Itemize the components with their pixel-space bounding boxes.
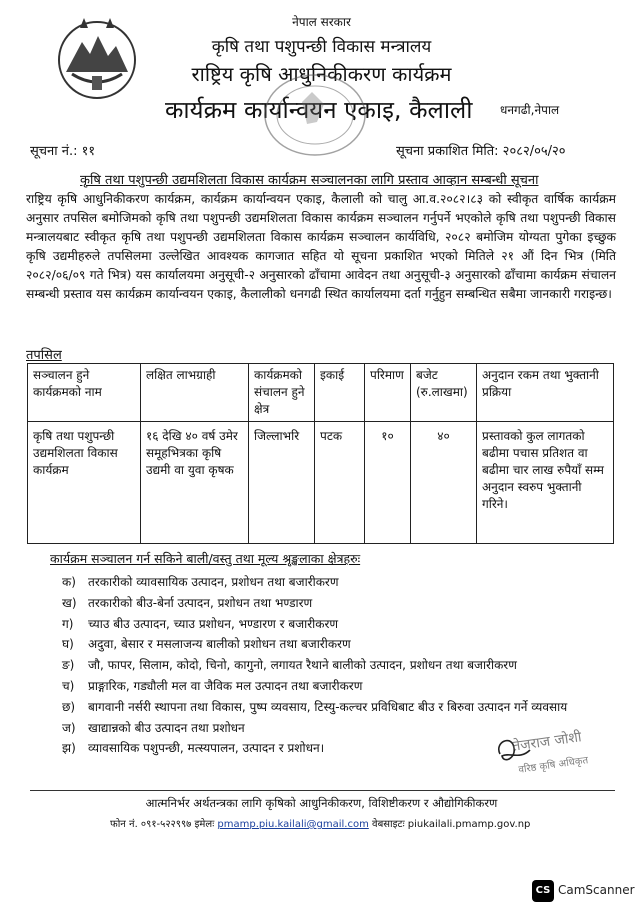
office-seal-icon xyxy=(262,72,368,158)
list-item xyxy=(62,634,622,655)
table-row xyxy=(28,422,614,544)
list-item xyxy=(62,697,622,718)
camscanner-label: CamScanner xyxy=(558,883,635,897)
footer-contact xyxy=(110,816,530,830)
list-item-text: च्याउ बीउ उत्पादन, च्याउ प्रशोधन, भण्डारण र बजारीकरण xyxy=(88,616,339,631)
schedule-table xyxy=(27,363,614,544)
areas-title: कार्यक्रम सञ्चालन गर्न सकिने बाली/वस्तु तथा मूल्य श्रृङ्खलाका क्षेत्रहरुः xyxy=(50,551,361,566)
footer-slogan: आत्मनिर्भर अर्थतन्त्रका लागि कृषिको आधुनिकीकरण, विशिष्टीकरण र औद्योगिकीकरण xyxy=(145,796,498,810)
table-cell: १६ देखि ४० वर्ष उमेर समूहभित्रका कृषि उद्यमी वा युवा कृषक xyxy=(141,422,249,544)
list-marker: ख) xyxy=(62,595,77,610)
table-header-cell: लक्षित लाभग्राही xyxy=(141,364,249,422)
table-header-row xyxy=(28,364,614,422)
table-header-cell: परिमाण xyxy=(365,364,411,422)
list-marker: झ) xyxy=(62,741,76,756)
notice-number: सूचना नं.: ११ xyxy=(30,144,96,159)
signatory-designation: वरिष्ठ कृषि अधिकृत xyxy=(517,755,589,776)
list-item xyxy=(62,676,622,697)
website-label: वेबसाइटः xyxy=(372,819,405,830)
email-link[interactable]: pmamp.piu.kailali@gmail.com xyxy=(217,819,369,830)
list-marker: ग) xyxy=(62,616,74,631)
list-marker: घ) xyxy=(62,637,74,652)
ministry-name: कृषि तथा पशुपन्छी विकास मन्त्रालय xyxy=(211,37,432,57)
table-cell: ४० xyxy=(411,422,477,544)
schedule-label: तपसिल xyxy=(26,348,62,363)
table-header-cell: बजेट (रु.लाखमा) xyxy=(411,364,477,422)
website-link[interactable]: piukailali.pmamp.gov.np xyxy=(407,819,531,830)
table-header-cell: सञ्चालन हुने कार्यक्रमको नाम xyxy=(28,364,141,422)
list-item xyxy=(62,655,622,676)
list-marker: ज) xyxy=(62,720,76,735)
phone-text: फोन नं. ०९१-५२२९९७ इमेलः xyxy=(110,819,215,830)
table-header-cell: अनुदान रकम तथा भुक्तानी प्रक्रिया xyxy=(477,364,614,422)
list-item-text: अदुवा, बेसार र मसलाजन्य बालीको प्रशोधन तथा बजारीकरण xyxy=(88,637,351,652)
camscanner-logo-icon: CS xyxy=(532,880,554,902)
list-item-text: प्राङ्गारिक, गड्यौली मल वा जैविक मल उत्पादन तथा बजारीकरण xyxy=(88,678,363,693)
signatory-name: तेजराज जोशी xyxy=(511,729,583,755)
notice-title: कृषि तथा पशुपन्छी उद्यमशिलता विकास कार्यक्रम सञ्चालनका लागि प्रस्ताव आव्हान सम्बन्धी सूचना xyxy=(80,173,539,188)
published-date: सूचना प्रकाशित मिति: २०८२/०५/२० xyxy=(396,144,566,159)
list-marker: छ) xyxy=(62,699,76,714)
notice-body: राष्ट्रिय कृषि आधुनिकीकरण कार्यक्रम, कार्यक्रम कार्यान्वयन एकाइ, कैलाली को चालु आ.व.२०८२।८३ को स्वीकृत वार्षिक कार्यक्रम अनुसार तपसिल बमोजिमको कृषि तथा पशुपन्छी उद्यमशिलता विकास कार्यक्रम सञ्चालन गर्नुपर्ने भएकोले कृषि तथा पशुपन्छी विकास मन्त्रालयबाट स्वीकृत कृषि तथा पशुपन्छी उद्यमशिलता विकास कार्यक्रम सञ्चालन कार्यविधि, २०८२ बमोजिम योग्यता पुगेका इच्छुक कृषि उद्यमीहरुले तपसिलमा उल्लेखित आवश्यक कागजात सहित यो सूचना प्रकाशित भएको मितिले २१ औं दिन भित्र (मिति २०८२/०६/०९ गते भित्र) यस कार्यालयमा अनुसूची-२ अनुसारको ढाँचामा आवेदन तथा अनुसूची-३ अनुसारको ढाँचामा कार्यक्रम संचालन सम्बन्धी प्रस्ताव यस कार्यक्रम कार्यान्वयन एकाइ, कैलालीको धनगढी स्थित कार्यालयमा दर्ता गर्नुहुन सम्बन्धित सबैमा जानकारी गराइन्छ। xyxy=(26,192,616,302)
footer-divider xyxy=(30,790,615,791)
list-item-text: बागवानी नर्सरी स्थापना तथा विकास, पुष्प व्यवसाय, टिस्यु-कल्चर प्रविधिबाट बीउ र बिरुवा उत्पादन गर्ने व्यवसाय xyxy=(88,699,568,714)
list-marker: क) xyxy=(62,575,76,589)
office-name: कार्यक्रम कार्यान्वयन एकाइ, कैलाली xyxy=(165,96,473,124)
table-header-cell: कार्यक्रमको संचालन हुने क्षेत्र xyxy=(249,364,315,422)
government-name: नेपाल सरकार xyxy=(292,15,351,29)
list-item xyxy=(62,614,622,635)
list-item-text: तरकारीको व्यावसायिक उत्पादन, प्रशोधन तथा बजारीकरण xyxy=(88,575,339,589)
list-item xyxy=(62,593,622,614)
table-cell: प्रस्तावको कुल लागतको बढीमा पचास प्रतिशत वा बढीमा चार लाख रुपैयाँ सम्म अनुदान स्वरुप भुक्तानी गरिने। xyxy=(477,422,614,544)
list-item-text: व्यावसायिक पशुपन्छी, मत्स्यपालन, उत्पादन र प्रशोधन। xyxy=(88,741,325,756)
office-location: धनगढी,नेपाल xyxy=(500,103,560,117)
list-item xyxy=(62,572,622,593)
list-marker: ङ) xyxy=(62,658,75,673)
program-name: राष्ट्रिय कृषि आधुनिकीकरण कार्यक्रम xyxy=(191,62,452,86)
list-item-text: जौ, फापर, सिलाम, कोदो, चिनो, कागुनो, लगायत रैथाने बालीको उत्पादन, प्रशोधन तथा बजारीकरण xyxy=(88,658,517,673)
table-cell: जिल्लाभरि xyxy=(249,422,315,544)
table-cell: पटक xyxy=(315,422,365,544)
table-header-cell: इकाई xyxy=(315,364,365,422)
table-cell: कृषि तथा पशुपन्छी उद्यमशिलता विकास कार्यक्रम xyxy=(28,422,141,544)
table-cell: १० xyxy=(365,422,411,544)
list-item-text: खाद्यान्नको बीउ उत्पादन तथा प्रशोधन xyxy=(88,720,245,735)
list-marker: च) xyxy=(62,678,75,693)
list-item-text: तरकारीको बीउ-बेर्ना उत्पादन, प्रशोधन तथा भण्डारण xyxy=(88,595,313,610)
